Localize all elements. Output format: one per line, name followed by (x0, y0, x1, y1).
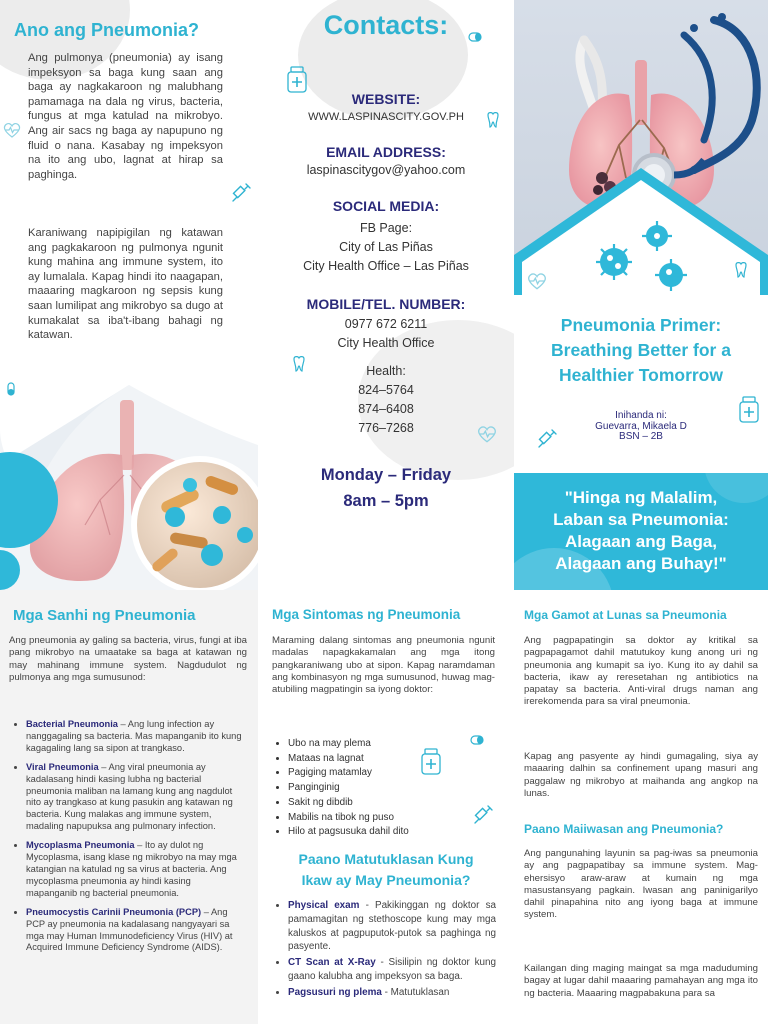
diagnosis-title-line: Ikaw ay May Pneumonia? (301, 872, 471, 888)
slogan-line: Laban sa Pneumonia: (553, 510, 729, 529)
phone-label: MOBILE/TEL. NUMBER: (306, 296, 466, 312)
tooth-icon (734, 262, 748, 278)
treatment-paragraph: Ang pagpapatingin sa doktor ay kritikal sa pagpapagamot dahil matutukoy kung anong uri ng pneumonia ang kumapit sa iyo. Kung ito ay dahil sa bacteria, ikaw ay reresetahan ng antibiotics na papatay sa bacteria. Anti-viral drugs naman ang irerekomenda para sa viral pneumonia. (524, 635, 758, 708)
pill-icon (468, 32, 482, 42)
health-line: 824–5764 (358, 383, 414, 397)
website-section (258, 90, 514, 127)
author-byline (514, 411, 768, 443)
causes-title: Mga Sanhi ng Pneumonia (13, 607, 196, 624)
website-label: WEBSITE: (351, 91, 421, 107)
cover-title-line: Pneumonia Primer: (560, 315, 722, 335)
diagnosis-term: CT Scan at X-Ray (288, 957, 376, 969)
contacts-title: Contacts: (323, 10, 449, 40)
symptoms-title: Mga Sintomas ng Pneumonia (272, 607, 461, 622)
syringe-icon (230, 180, 254, 204)
cause-term: Mycoplasma Pneumonia (26, 840, 135, 851)
phone-line: 0977 672 6211 (344, 317, 428, 331)
phone-section (258, 295, 514, 353)
email-label: EMAIL ADDRESS: (326, 144, 446, 160)
cause-term: Bacterial Pneumonia (26, 719, 118, 729)
hours-time: 8am – 5pm (343, 492, 429, 510)
list-item: • Sakit ng dibdib (288, 796, 488, 811)
list-item (288, 956, 496, 984)
diagnosis-term: Physical exam (288, 900, 360, 911)
hours-days: Monday – Friday (320, 466, 452, 484)
health-line: 874–6408 (358, 402, 414, 416)
cause-term: Viral Pneumonia (26, 761, 99, 772)
lungs-bacteria-illustration (0, 385, 258, 590)
slogan-line: "Hinga ng Malalim, (564, 488, 718, 507)
list-item (288, 899, 496, 954)
list-item: • Pagiging matamlay (288, 766, 488, 781)
list-item (26, 907, 244, 955)
diagnosis-title-line: Paano Matutuklasan Kung (298, 851, 474, 867)
list-item (26, 840, 244, 900)
diagnosis-text: - Sisilipin ng doktor kung gaano kalubha ang impeksyon sa baga. (288, 957, 496, 982)
byline-line: Guevarra, Mikaela D (595, 420, 687, 432)
health-line: 776–7268 (358, 421, 414, 435)
byline-line: Inihanda ni: (615, 410, 667, 421)
diagnosis-text: - Matutuklasan (381, 986, 450, 998)
cover-lungs-stethoscope-illustration (514, 0, 768, 295)
list-item: • Ubo na may plema (288, 737, 488, 752)
cover-title-line: Breathing Better for a (551, 340, 731, 360)
panel-title: Ano ang Pneumonia? (14, 20, 200, 40)
heart-pulse-icon (526, 272, 548, 290)
cause-text: – Ang lung infection ay nanggagaling sa bacteria. Mas mapanganib ito kung kagagaling lang sa sipon at trangkaso. (26, 719, 242, 753)
panel-what-is-pneumonia (0, 0, 258, 590)
syringe-icon (472, 802, 496, 826)
causes-list (26, 719, 244, 961)
symptoms-list (288, 737, 488, 840)
cause-text: – Ang PCP ay pneumonia na kadalasang nangyayari sa mga may Human Immunodeficiency Virus (HIV) at Acquired Immune Deficiency Syndrome (AIDS). (26, 906, 233, 953)
health-line: Health: (366, 364, 406, 378)
social-line: City of Las Piñas (339, 240, 433, 254)
prevention-title: Paano Maiiwasan ang Pneumonia? (524, 822, 724, 836)
pill-icon (470, 735, 484, 745)
heart-pulse-icon (2, 122, 22, 138)
panel-cover (514, 0, 768, 590)
list-item (26, 719, 244, 755)
slogan-line: Alagaan ang Buhay!" (555, 554, 727, 573)
list-item: • Panginginig (288, 781, 488, 796)
panel-causes (0, 590, 258, 1024)
confinement-paragraph: Kapag ang pasyente ay hindi gumagaling, siya ay maaaring dalhin sa confinement upang masuri ang paggalaw ng mikrobyo at maihanda ang angkop na lunas. (524, 751, 758, 799)
email-section (258, 143, 514, 180)
prevention-paragraph: Ang pangunahing layunin sa pag-iwas sa pneumonia ay ang pagpapatibay sa immune system. Mag-ehersisyo araw-araw at kumain ng mga masustansyang pagkain. Iwasan ang paninigarilyo dahil pinapahina nito ang iyong baga at immune system. (524, 848, 758, 921)
diagnosis-list (288, 899, 496, 1002)
cover-title-line: Healthier Tomorrow (558, 365, 723, 385)
social-line: FB Page: (359, 221, 413, 235)
diagnosis-term: Pagsusuri ng plema (288, 986, 382, 998)
panel-symptoms (258, 590, 514, 1024)
treatment-title: Mga Gamot at Lunas sa Pneumonia (524, 608, 727, 622)
symptoms-intro: Maraming dalang sintomas ang pneumonia ngunit madalas napagkakamalan ang mga itong pangkaraniwang ubo at sipon. Kapag naramdaman ang kombinasyon ng mga sumusunod, huwag mag-atubiling magpatingin sa iyong doktor: (272, 635, 495, 696)
cover-title (514, 313, 768, 388)
list-item: • Hilo at pagsusuka dahil dito (288, 825, 488, 840)
cause-text: – Ito ay dulot ng Mycoplasma, isang klase ng mikrobyo na may mga katangian na katulad ng sa virus at bacteria. Ang mycoplasma pneumonia ay hindi kasing mapanganib ng bacterial pneumonia. (26, 840, 237, 898)
medicine-bottle-icon (420, 748, 442, 776)
diagnosis-title (258, 849, 514, 891)
phone-line: City Health Office (337, 336, 435, 350)
website-link[interactable]: WWW.LASPINASCITY.GOV.PH (308, 111, 464, 123)
list-item: • Mabilis na tibok ng puso (288, 811, 488, 826)
social-line: City Health Office – Las Piñas (303, 259, 469, 273)
list-item: • Mataas na lagnat (288, 752, 488, 767)
list-item (26, 762, 244, 833)
cause-text: – Ang viral pneumonia ay kadalasang hindi kasing lubha ng bacterial pneumonia maliban na lamang kung ang nagdulot nito ay trangkaso at kung pasukin ang katawan ng bacteria. Kung malakas ang immune system, madaling napupuksa ang pulmonary infection. (26, 761, 233, 832)
office-hours (258, 462, 514, 514)
byline-line: BSN – 2B (619, 431, 663, 442)
slogan-text (514, 487, 768, 575)
immune-paragraph: Karaniwang napipigilan ng katawan ang pagkakaroon ng pulmonya ngunit kung mahina ang immune system, ito ay lumalala. Kapag hindi ito naagapan, maaaring magkaroon ng sepsis kung saan lumilipat ang mikrobyo sa dugo at kumakalat sa iba't-ibang bahagi ng katawan. (28, 227, 223, 342)
panel-contacts (258, 0, 514, 590)
panel-treatment (514, 590, 768, 1024)
hygiene-paragraph: Kailangan ding maging maingat sa mga maduduming bagay at lugar dahil maaaring pamahayan ang mga ito ng bacteria. Maaaring magpabakuna para sa (524, 963, 758, 999)
health-section (258, 362, 514, 438)
cause-term: Pneumocystis Carinii Pneumonia (PCP) (26, 906, 202, 917)
social-label: SOCIAL MEDIA: (332, 198, 440, 214)
list-item (288, 986, 496, 1000)
email-link[interactable]: laspinascitygov@yahoo.com (306, 163, 466, 177)
social-section (258, 197, 514, 276)
causes-intro: Ang pneumonia ay galing sa bacteria, virus, fungi at iba pang mikrobyo na umaatake sa baga at katawan ng may mahinang immune system. Nagdudulot ng pulmonya ang mga sumusunod: (9, 635, 247, 683)
intro-paragraph: Ang pulmonya (pneumonia) ay isang impeksyon sa baga kung saan ang baga ay nagkakaroon ng malubhang pamamaga na dala ng virus, bacteria, fungus at mga katulad na mikrobyo. Ang air sacs ng baga ay napupuno ng fluid o nana. Kasabay ng impeksyon na ito ang ubo, lagnat at hirap sa paghinga. (28, 52, 223, 181)
diagnosis-text: - Pakikinggan ng doktor sa pamamagitan ng stethoscope kung may mga kaluskos at pagpuputok-putok sa paghinga ng pasyente. (288, 900, 496, 953)
slogan-line: Alagaan ang Baga, (564, 532, 718, 551)
